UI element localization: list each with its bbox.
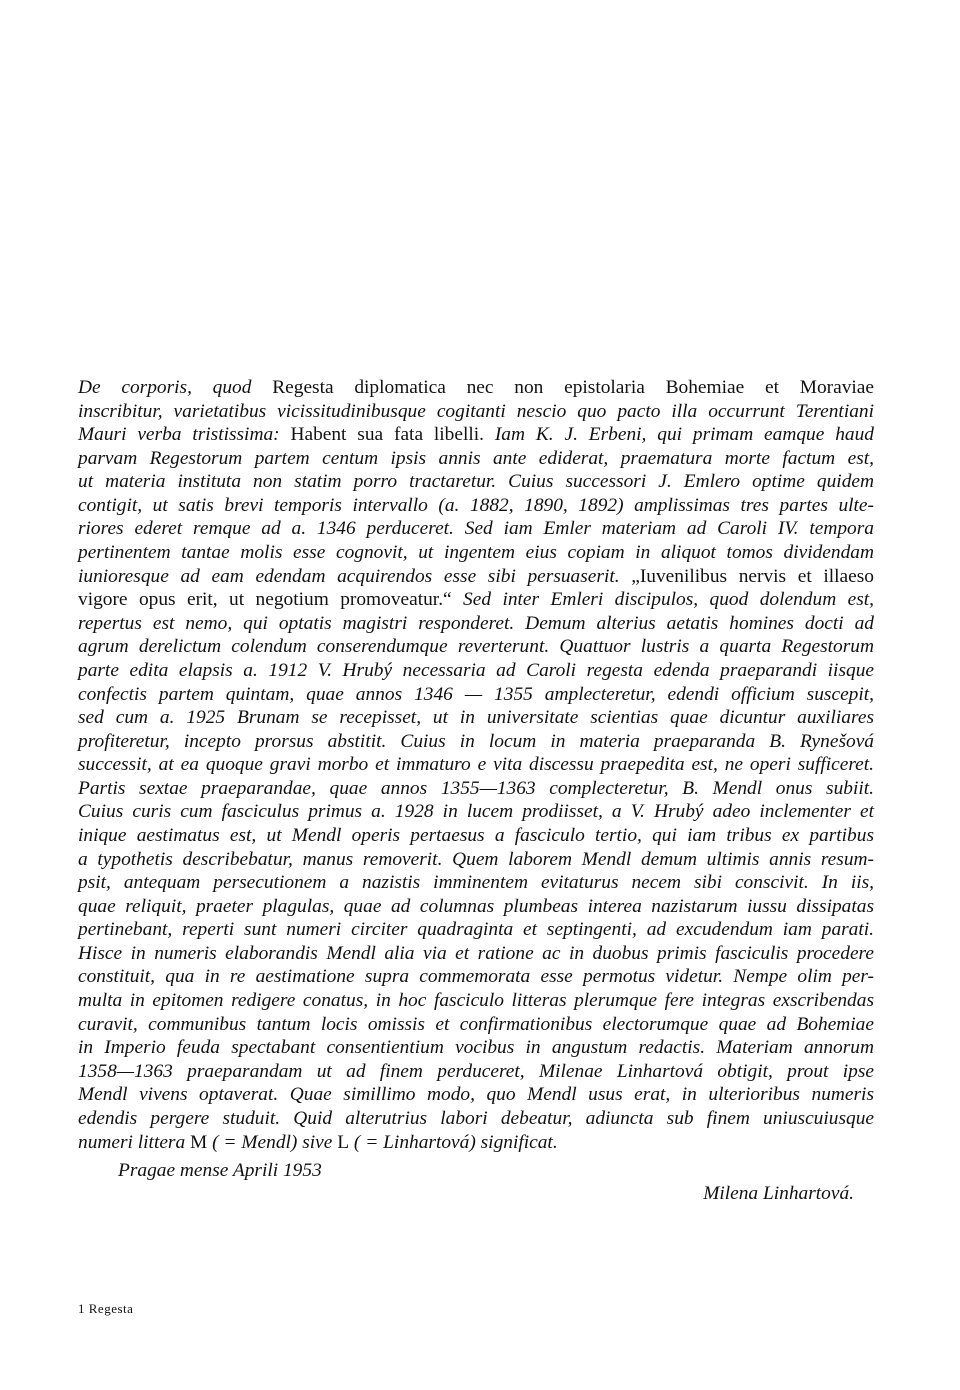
italic-text: ( = Linhartová) significat. [349,1131,558,1153]
text-line [78,965,874,989]
italic-text: successit, at ea quoque gravi morbo et immaturo e vita discessu praepedita est, ne operi sufficeret. [78,754,874,776]
text-line [78,400,874,424]
text-line [78,706,874,730]
place-date-line: Pragae mense Aprili 1953 [118,1160,322,1181]
italic-text: 1358—1363 praeparandam ut ad finem perduceret, Milenae Linhartová obtigit, prout ipse [78,1060,874,1082]
text-line [78,1131,874,1155]
italic-text: Iam K. J. Erbeni, qui primam eamque haud [494,424,874,446]
text-line [78,777,874,801]
italic-text: parvam Regestorum partem centum ipsis annis ante ediderat, praematura morte factum est, [78,447,874,469]
italic-text: numeri littera [78,1131,191,1153]
italic-text: Cuius curis cum fasciculus primus a. 1928 in lucem prodiisset, a V. Hrubý adeo inclementer et [78,801,874,823]
italic-text: De corporis, quod [78,377,273,398]
italic-text: Hisce in numeris elaborandis Mendl alia via et ratione ac in duobus primis fasciculis procedere [78,942,874,964]
text-line [78,565,874,589]
italic-text: agrum derelictum colendum conserendumque reverterunt. Quattuor lustris a quarta Regestorum [78,636,874,658]
text-line [78,918,874,942]
text-line [78,871,874,895]
upright-text: M [190,1131,208,1153]
text-line [78,1083,874,1107]
text-line [78,423,874,447]
italic-text: Mauri verba tristissima: [78,424,291,446]
text-line [78,989,874,1013]
italic-text: curavit, communibus tantum locis omissis et confirmationibus electorumque quae ad Bohemiae [78,1013,874,1035]
italic-text: Sed inter Emleri discipulos, quod dolendum est, [463,589,874,611]
preface-paragraph [78,376,874,1154]
text-line [78,753,874,777]
text-line [78,1107,874,1131]
upright-text: Habent sua fata libelli. [290,424,495,446]
text-line [78,683,874,707]
author-signature: Milena Linhartová. [703,1183,854,1204]
text-line [78,447,874,471]
text-line [78,541,874,565]
italic-text: constituit, qua in re aestimatione supra commemorata esse permotus videtur. Nempe olim per- [78,966,874,988]
upright-text: vigore opus erit, ut negotium promoveatur.“ [78,589,464,611]
upright-text: L [337,1131,350,1153]
footer-signature-mark: 1 Regesta [78,1301,134,1316]
italic-text: parte edita elapsis a. 1912 V. Hrubý necessaria ad Caroli regesta edenda praeparandi iisque [78,659,874,681]
upright-text: Regesta diplomatica nec non epistolaria Bohemiae et Moraviae [272,377,875,398]
text-line [78,730,874,754]
text-line [78,517,874,541]
text-line [78,588,874,612]
italic-text: inique aestimatus est, ut Mendl operis pertaesus a fasciculo tertio, qui iam tribus ex partibus [78,824,874,846]
text-line [78,612,874,636]
italic-text: in Imperio feuda spectabant consentientium vocibus in angustum redactis. Materiam annorum [78,1037,874,1059]
text-line [78,494,874,518]
italic-text: iunioresque ad eam edendam acquirendos esse sibi persuaserit. [78,565,632,587]
italic-text: Mendl vivens optaverat. Quae simillimo modo, quo Mendl usus erat, in ulterioribus numeris [78,1084,874,1106]
italic-text: multa in epitomen redigere conatus, in hoc fasciculo litteras plerumque fere integras exscribendas [78,990,874,1012]
text-line [78,848,874,872]
italic-text: ( = Mendl) sive [207,1131,338,1153]
italic-text: pertinebant, reperti sunt numeri circiter quadraginta et septingenti, ad excudendum iam parati. [78,919,874,941]
text-line [78,470,874,494]
text-line [78,800,874,824]
italic-text: edendis pergere studuit. Quid alterutrius labori debeatur, adiuncta sub finem uniuscuiusque [78,1107,874,1129]
text-line [78,942,874,966]
text-line [78,635,874,659]
italic-text: pertinentem tantae molis esse cognovit, ut ingentem eius copiam in aliquot tomos dividendam [78,542,874,564]
upright-text: „Iuvenilibus nervis et illaeso [631,565,874,587]
italic-text: repertus est nemo, qui optatis magistri responderet. Demum alterius aetatis homines docti ad [78,612,874,634]
italic-text: sed cum a. 1925 Brunam se recepisset, ut in universitate scientias quae dicuntur auxiliares [78,707,874,729]
italic-text: profiteretur, incepto prorsus abstitit. Cuius in locum in materia praeparanda B. Rynešová [78,730,874,752]
italic-text: psit, antequam persecutionem a nazistis imminentem evitaturus necem sibi conscivit. In iis, [78,872,874,894]
italic-text: riores ederet remque ad a. 1346 perduceret. Sed iam Emler materiam ad Caroli IV. tempora [78,518,874,540]
text-line [78,1060,874,1084]
italic-text: ut materia instituta non statim porro tractaretur. Cuius successori J. Emlero optime quidem [78,471,874,493]
text-line [78,1036,874,1060]
text-line [78,824,874,848]
italic-text: confectis partem quintam, quae annos 1346 — 1355 amplecteretur, edendi officium suscepit, [78,683,874,705]
text-line [78,1013,874,1037]
text-line [78,376,874,400]
text-line [78,895,874,919]
italic-text: a typothetis describebatur, manus removerit. Quem laborem Mendl demum ultimis annis resum- [78,848,874,870]
italic-text: inscribitur, varietatibus vicissitudinibusque cogitanti nescio quo pacto illa occurrunt Terentiani [78,400,874,422]
text-line [78,659,874,683]
italic-text: contigit, ut satis brevi temporis intervallo (a. 1882, 1890, 1892) amplissimas tres partes ulte- [78,494,874,516]
italic-text: quae reliquit, praeter plagulas, quae ad columnas plumbeas interea nazistarum iussu dissipatas [78,895,874,917]
italic-text: Partis sextae praeparandae, quae annos 1355—1363 complecteretur, B. Mendl onus subiit. [78,777,874,799]
